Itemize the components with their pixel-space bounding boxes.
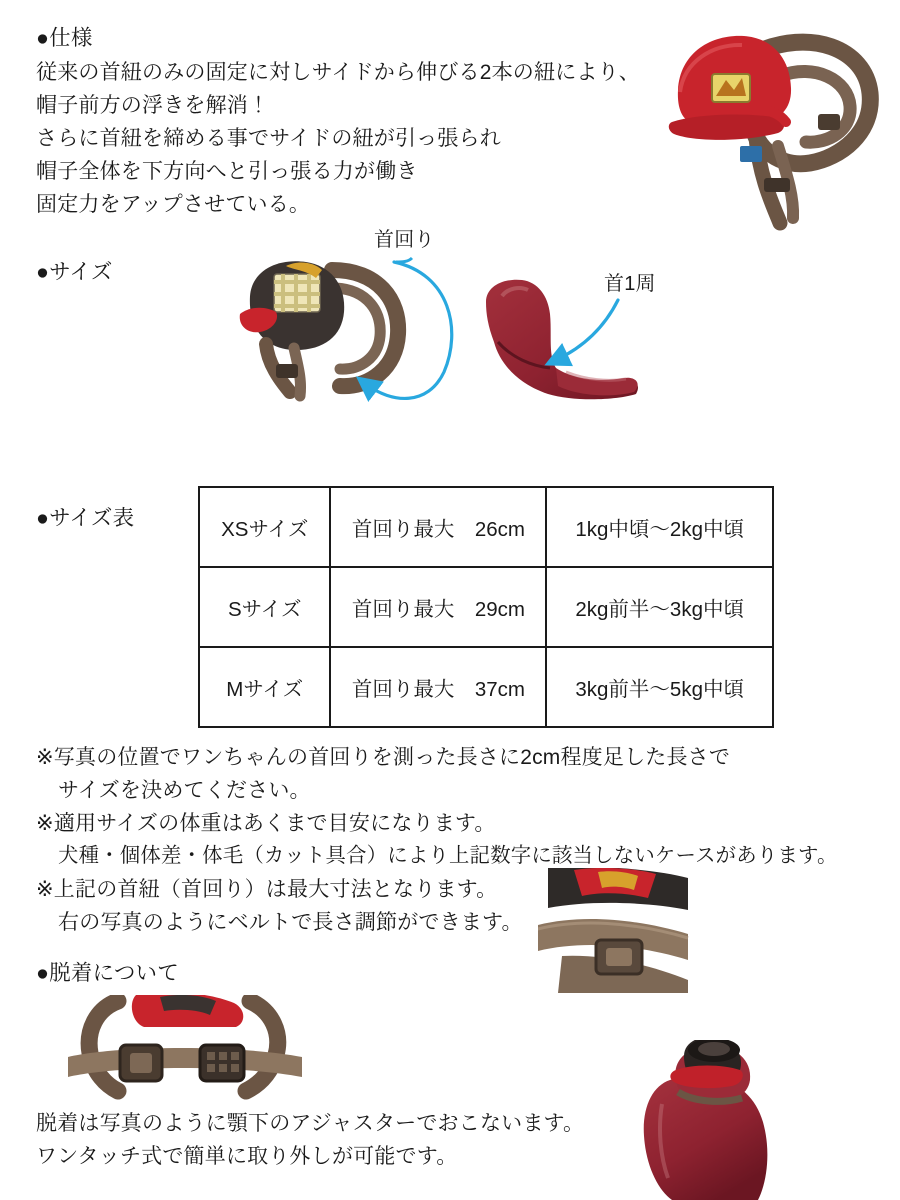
- note-line-4: 犬種・個体差・体毛（カット具合）により上記数字に該当しないケースがあります。: [58, 845, 838, 867]
- cell-neck: 首回り最大 29cm: [330, 567, 546, 647]
- red-cap-harness-side-photo: [660, 18, 890, 238]
- cell-size: Sサイズ: [199, 567, 330, 647]
- cell-size: Mサイズ: [199, 647, 330, 727]
- harness-front-photo: [228, 248, 413, 408]
- dog-wearing-cap-photo: [618, 1040, 793, 1200]
- table-row: [199, 567, 773, 647]
- size-table-heading: ●サイズ表: [36, 506, 135, 530]
- spec-heading: ●仕様: [36, 26, 93, 50]
- spec-line-3: さらに首紐を締める事でサイドの紐が引っ張られ: [36, 127, 501, 150]
- cell-neck: 首回り最大 26cm: [330, 487, 546, 567]
- cell-weight: 3kg前半〜5kg中頃: [546, 647, 773, 727]
- cell-neck: 首回り最大 37cm: [330, 647, 546, 727]
- note-line-3: ※適用サイズの体重はあくまで目安になります。: [36, 812, 496, 835]
- size-section-heading: ●サイズ: [36, 260, 113, 284]
- note-line-6: 右の写真のようにベルトで長さ調節ができます。: [58, 911, 523, 934]
- dog-mannequin-head-photo: [478, 272, 648, 402]
- detach-line-2: ワンタッチ式で簡単に取り外しが可能です。: [36, 1145, 458, 1168]
- spec-line-5: 固定力をアップさせている。: [36, 193, 311, 216]
- cell-weight: 2kg前半〜3kg中頃: [546, 567, 773, 647]
- detach-heading: ●脱着について: [36, 961, 179, 985]
- cell-size: XSサイズ: [199, 487, 330, 567]
- neck-one-lap-label: 首1周: [604, 273, 656, 295]
- spec-line-4: 帽子全体を下方向へと引っ張る力が働き: [36, 160, 418, 183]
- belt-adjuster-photo: [538, 868, 698, 993]
- spec-line-1: 従来の首紐のみの固定に対しサイドから伸びる2本の紐により、: [36, 61, 641, 84]
- cell-weight: 1kg中頃〜2kg中頃: [546, 487, 773, 567]
- neck-around-label: 首回り: [374, 229, 435, 251]
- detach-line-1: 脱着は写真のように顎下のアジャスターでおこないます。: [36, 1112, 585, 1135]
- spec-line-2: 帽子前方の浮きを解消！: [36, 94, 270, 117]
- table-row: [199, 647, 773, 727]
- note-line-1: ※写真の位置でワンちゃんの首回りを測った長さに2cm程度足した長さで: [36, 746, 731, 769]
- buckle-adjuster-photo: [60, 995, 310, 1100]
- size-table: [198, 486, 774, 728]
- table-row: [199, 487, 773, 567]
- note-line-2: サイズを決めてください。: [58, 779, 311, 802]
- note-line-5: ※上記の首紐（首回り）は最大寸法となります。: [36, 878, 498, 901]
